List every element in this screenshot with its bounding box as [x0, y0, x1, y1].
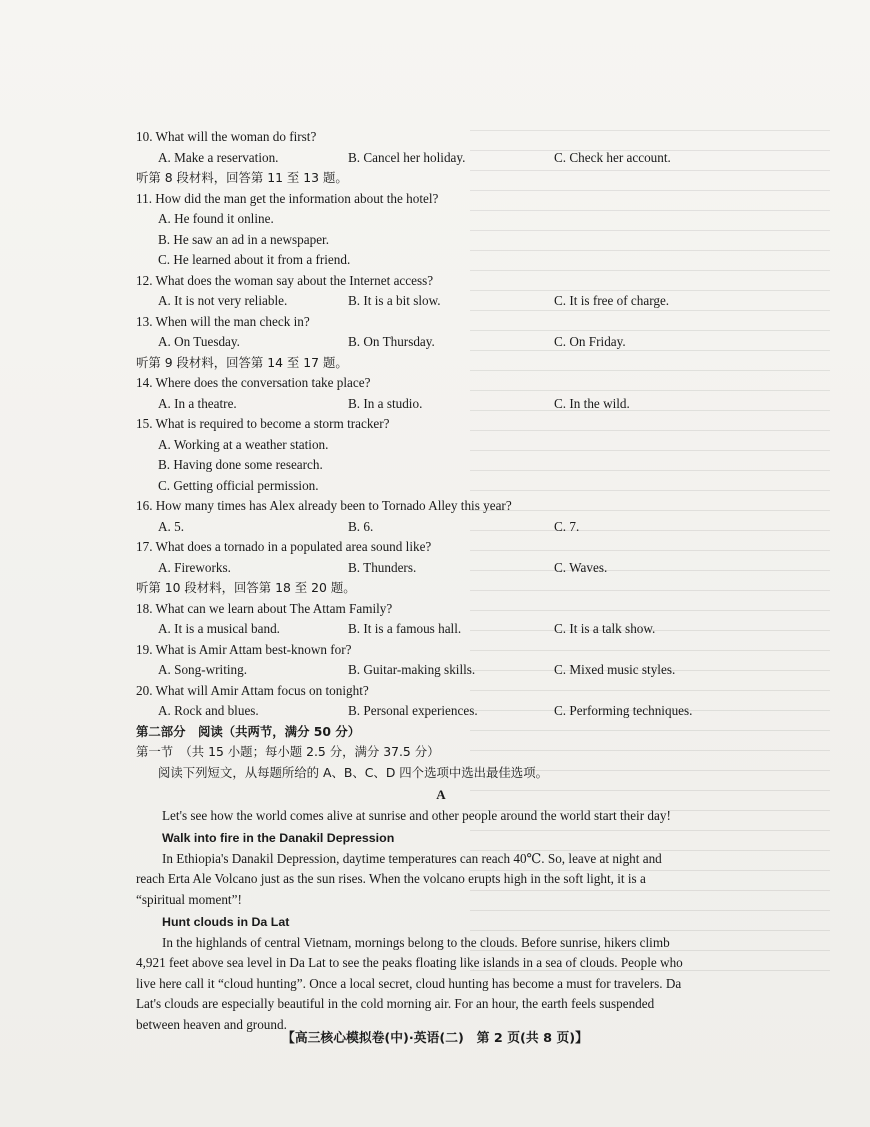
question-20-options	[136, 701, 746, 722]
passage-paragraph-2-line-1: In the highlands of central Vietnam, mornings belong to the clouds. Before sunrise, hikers climb	[162, 934, 670, 950]
option-c: C. It is a talk show.	[554, 621, 656, 636]
option-c: C. Getting official permission.	[158, 477, 319, 493]
part-2-heading: 第二部分 阅读（共两节，满分 50 分）	[136, 723, 361, 739]
question-16-options	[136, 517, 746, 538]
material-8-instruction: 听第 8 段材料，回答第 11 至 13 题。	[136, 170, 348, 185]
option-b: B. It is a bit slow.	[348, 293, 441, 308]
part-2-subsection: 第一节 （共 15 小题；每小题 2.5 分，满分 37.5 分）	[136, 744, 440, 759]
passage-paragraph-2-line-3: live here call it “cloud hunting”. Once a local secret, cloud hunting has become a must for travelers. Da	[136, 975, 682, 991]
option-a: A. Fireworks.	[158, 559, 231, 575]
option-a: A. Make a reservation.	[158, 149, 279, 165]
question-19-options	[136, 660, 746, 681]
passage-paragraph-2-line-4: Lat's clouds are especially beautiful in the cold morning air. For an hour, the earth feels suspended	[136, 996, 655, 1011]
question-17-options	[136, 558, 746, 579]
option-c: C. 7.	[554, 518, 580, 534]
question-10-options	[136, 148, 746, 169]
question-18: 18. What can we learn about The Attam Family?	[136, 600, 393, 616]
question-12: 12. What does the woman say about the Internet access?	[136, 272, 434, 288]
question-14: 14. Where does the conversation take place?	[136, 375, 371, 390]
option-b: B. Thunders.	[348, 559, 417, 575]
option-a: A. Rock and blues.	[158, 703, 259, 718]
option-b: B. It is a famous hall.	[348, 621, 462, 636]
option-b: B. In a studio.	[348, 395, 423, 411]
option-c: C. It is free of charge.	[554, 293, 670, 308]
reading-instruction: 阅读下列短文，从每题所给的 A、B、C、D 四个选项中选出最佳选项。	[158, 764, 548, 780]
passage-subheading-1: Walk into fire in the Danakil Depression	[162, 831, 395, 845]
option-c: C. Performing techniques.	[554, 703, 693, 718]
option-c: C. Check her account.	[554, 149, 671, 165]
option-a: A. Working at a weather station.	[158, 436, 329, 452]
page-content	[136, 127, 746, 1035]
passage-subheading-2: Hunt clouds in Da Lat	[162, 915, 290, 929]
option-a: A. 5.	[158, 518, 185, 534]
question-18-options	[136, 619, 746, 640]
passage-letter: A	[436, 787, 446, 802]
option-b: B. Personal experiences.	[348, 703, 478, 718]
passage-paragraph-1-line-3: “spiritual moment”!	[136, 891, 242, 907]
option-a: A. It is a musical band.	[158, 621, 280, 636]
question-15: 15. What is required to become a storm tracker?	[136, 416, 390, 431]
question-11: 11. How did the man get the information about the hotel?	[136, 190, 439, 206]
question-12-options	[136, 291, 746, 312]
option-b: B. On Thursday.	[348, 334, 435, 349]
option-c: C. On Friday.	[554, 334, 626, 349]
option-a: A. He found it online.	[158, 211, 274, 226]
material-10-instruction: 听第 10 段材料，回答第 18 至 20 题。	[136, 580, 356, 595]
option-c: C. He learned about it from a friend.	[158, 252, 351, 267]
question-13-options	[136, 332, 746, 353]
question-10: 10. What will the woman do first?	[136, 129, 317, 144]
question-17: 17. What does a tornado in a populated area sound like?	[136, 539, 432, 554]
question-14-options	[136, 394, 746, 415]
question-13: 13. When will the man check in?	[136, 313, 310, 329]
passage-paragraph-1-line-1: In Ethiopia's Danakil Depression, daytime temperatures can reach 40℃. So, leave at night and	[162, 850, 662, 866]
question-16: 16. How many times has Alex already been to Tornado Alley this year?	[136, 498, 512, 513]
option-c: C. Waves.	[554, 559, 608, 575]
option-b: B. Cancel her holiday.	[348, 149, 466, 165]
question-20: 20. What will Amir Attam focus on tonight?	[136, 682, 369, 698]
passage-paragraph-1-line-2: reach Erta Ale Volcano just as the sun rises. When the volcano erupts high in the soft light, it is a	[136, 871, 646, 886]
option-b: B. Guitar-making skills.	[348, 662, 476, 677]
option-b: B. He saw an ad in a newspaper.	[158, 231, 330, 247]
page-footer: 【高三核心模拟卷(中)·英语(二) 第 2 页(共 8 页)】	[282, 1031, 588, 1046]
option-a: A. On Tuesday.	[158, 334, 240, 349]
passage-intro: Let's see how the world comes alive at sunrise and other people around the world start their day!	[162, 807, 671, 823]
option-a: A. It is not very reliable.	[158, 293, 288, 308]
option-a: A. In a theatre.	[158, 395, 237, 411]
option-b: B. Having done some research.	[158, 457, 323, 472]
question-19: 19. What is Amir Attam best-known for?	[136, 641, 352, 657]
option-c: C. In the wild.	[554, 395, 630, 411]
passage-paragraph-2-line-2: 4,921 feet above sea level in Da Lat to see the peaks floating like islands in a sea of clouds. People who	[136, 955, 683, 970]
passage-paragraph-2-line-5: between heaven and ground.	[136, 1016, 287, 1032]
material-9-instruction: 听第 9 段材料，回答第 14 至 17 题。	[136, 354, 348, 370]
option-c: C. Mixed music styles.	[554, 662, 676, 677]
option-a: A. Song-writing.	[158, 662, 248, 677]
option-b: B. 6.	[348, 518, 374, 534]
